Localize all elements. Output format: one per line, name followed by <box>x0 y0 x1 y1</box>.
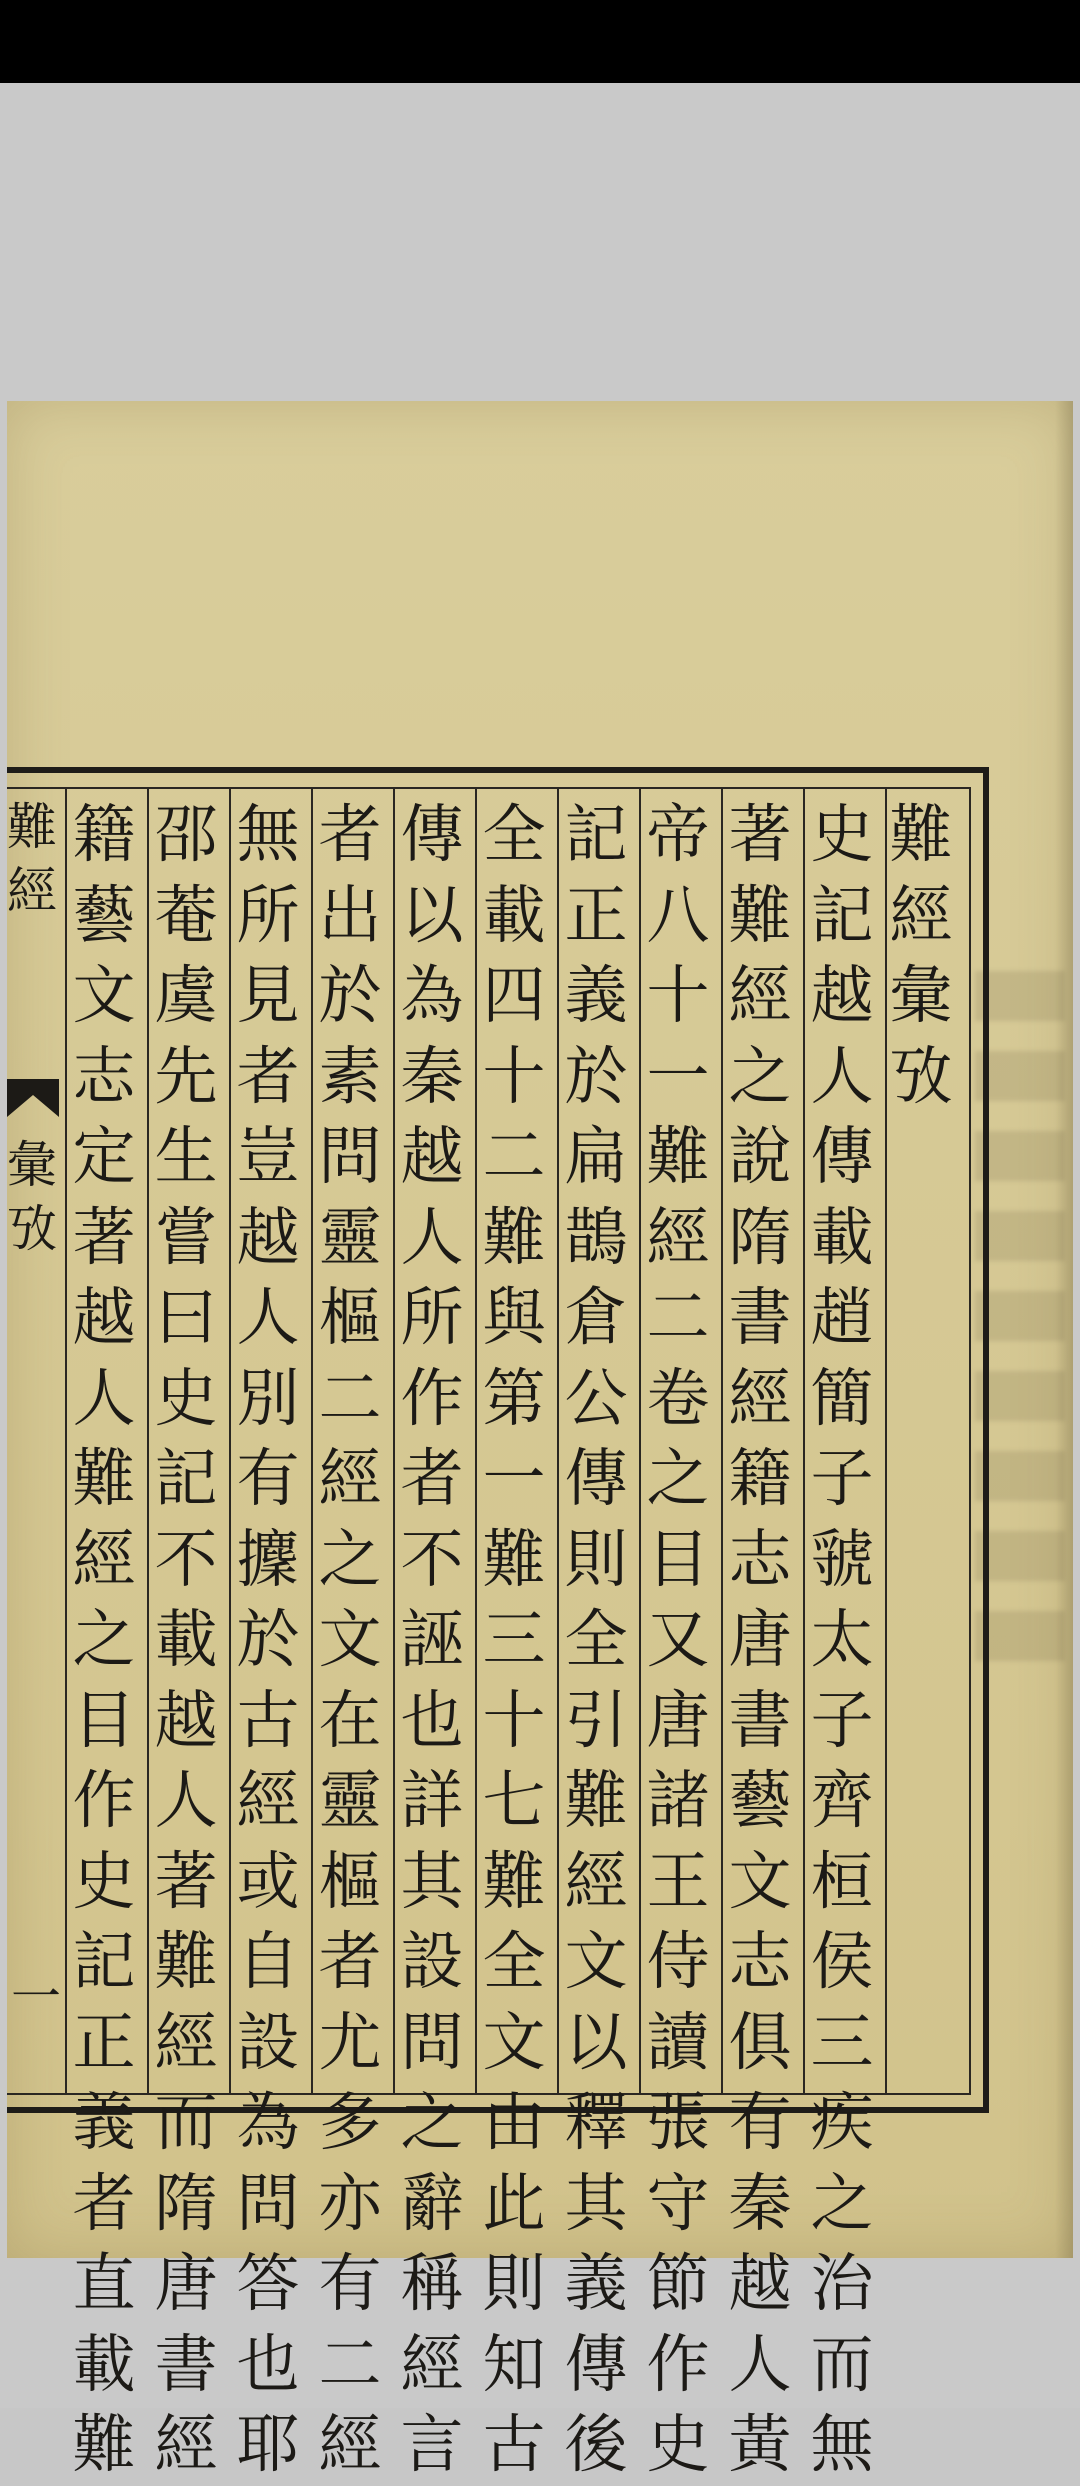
column-rule <box>65 787 67 2095</box>
column-rule <box>229 787 231 2095</box>
fish-tail-icon <box>7 1079 59 1117</box>
text-column: 者出於素問靈樞二經之文在靈樞者尤多亦有二經 <box>318 798 382 2481</box>
fold-page-number: 一 <box>11 1968 61 2026</box>
scanned-page <box>7 401 1073 2481</box>
fold-subtitle: 彙攷 <box>7 1136 57 1258</box>
document-title: 難經彙攷 <box>889 798 953 1113</box>
column-rule <box>393 787 395 2095</box>
column-rule <box>639 787 641 2095</box>
text-column: 籍藝文志定著越人難經之目作史記正義者直載難 <box>72 798 136 2481</box>
center-fold <box>7 787 65 2095</box>
text-column: 無所見者豈越人別有攈於古經或自設為問答也耶 <box>236 798 300 2481</box>
text-column: 著難經之說隋書經籍志唐書藝文志俱有秦越人黃 <box>728 798 792 2481</box>
text-column: 傳以為秦越人所作者不誣也詳其設問之辭稱經言 <box>400 798 464 2481</box>
column-rule <box>721 787 723 2095</box>
column-rule <box>557 787 559 2095</box>
text-column: 全載四十二難與第一難三十七難全文由此則知古 <box>482 798 546 2481</box>
text-column: 邵菴虞先生嘗曰史記不載越人著難經而隋唐書經 <box>154 798 218 2481</box>
column-rule <box>311 787 313 2095</box>
text-column: 史記越人傳載趙簡子虢太子齊桓侯三疾之治而無 <box>810 798 874 2481</box>
image-viewer[interactable] <box>0 83 1080 2481</box>
column-rule <box>803 787 805 2095</box>
text-column: 記正義於扁鵲倉公傳則全引難經文以釋其義傳後 <box>564 798 628 2481</box>
text-column: 帝八十一難經二卷之目又唐諸王侍讀張守節作史 <box>646 798 710 2481</box>
column-rule <box>475 787 477 2095</box>
status-bar <box>0 0 1080 83</box>
printed-frame <box>7 767 989 2481</box>
column-rule <box>147 787 149 2095</box>
fold-title: 難經 <box>7 798 57 920</box>
